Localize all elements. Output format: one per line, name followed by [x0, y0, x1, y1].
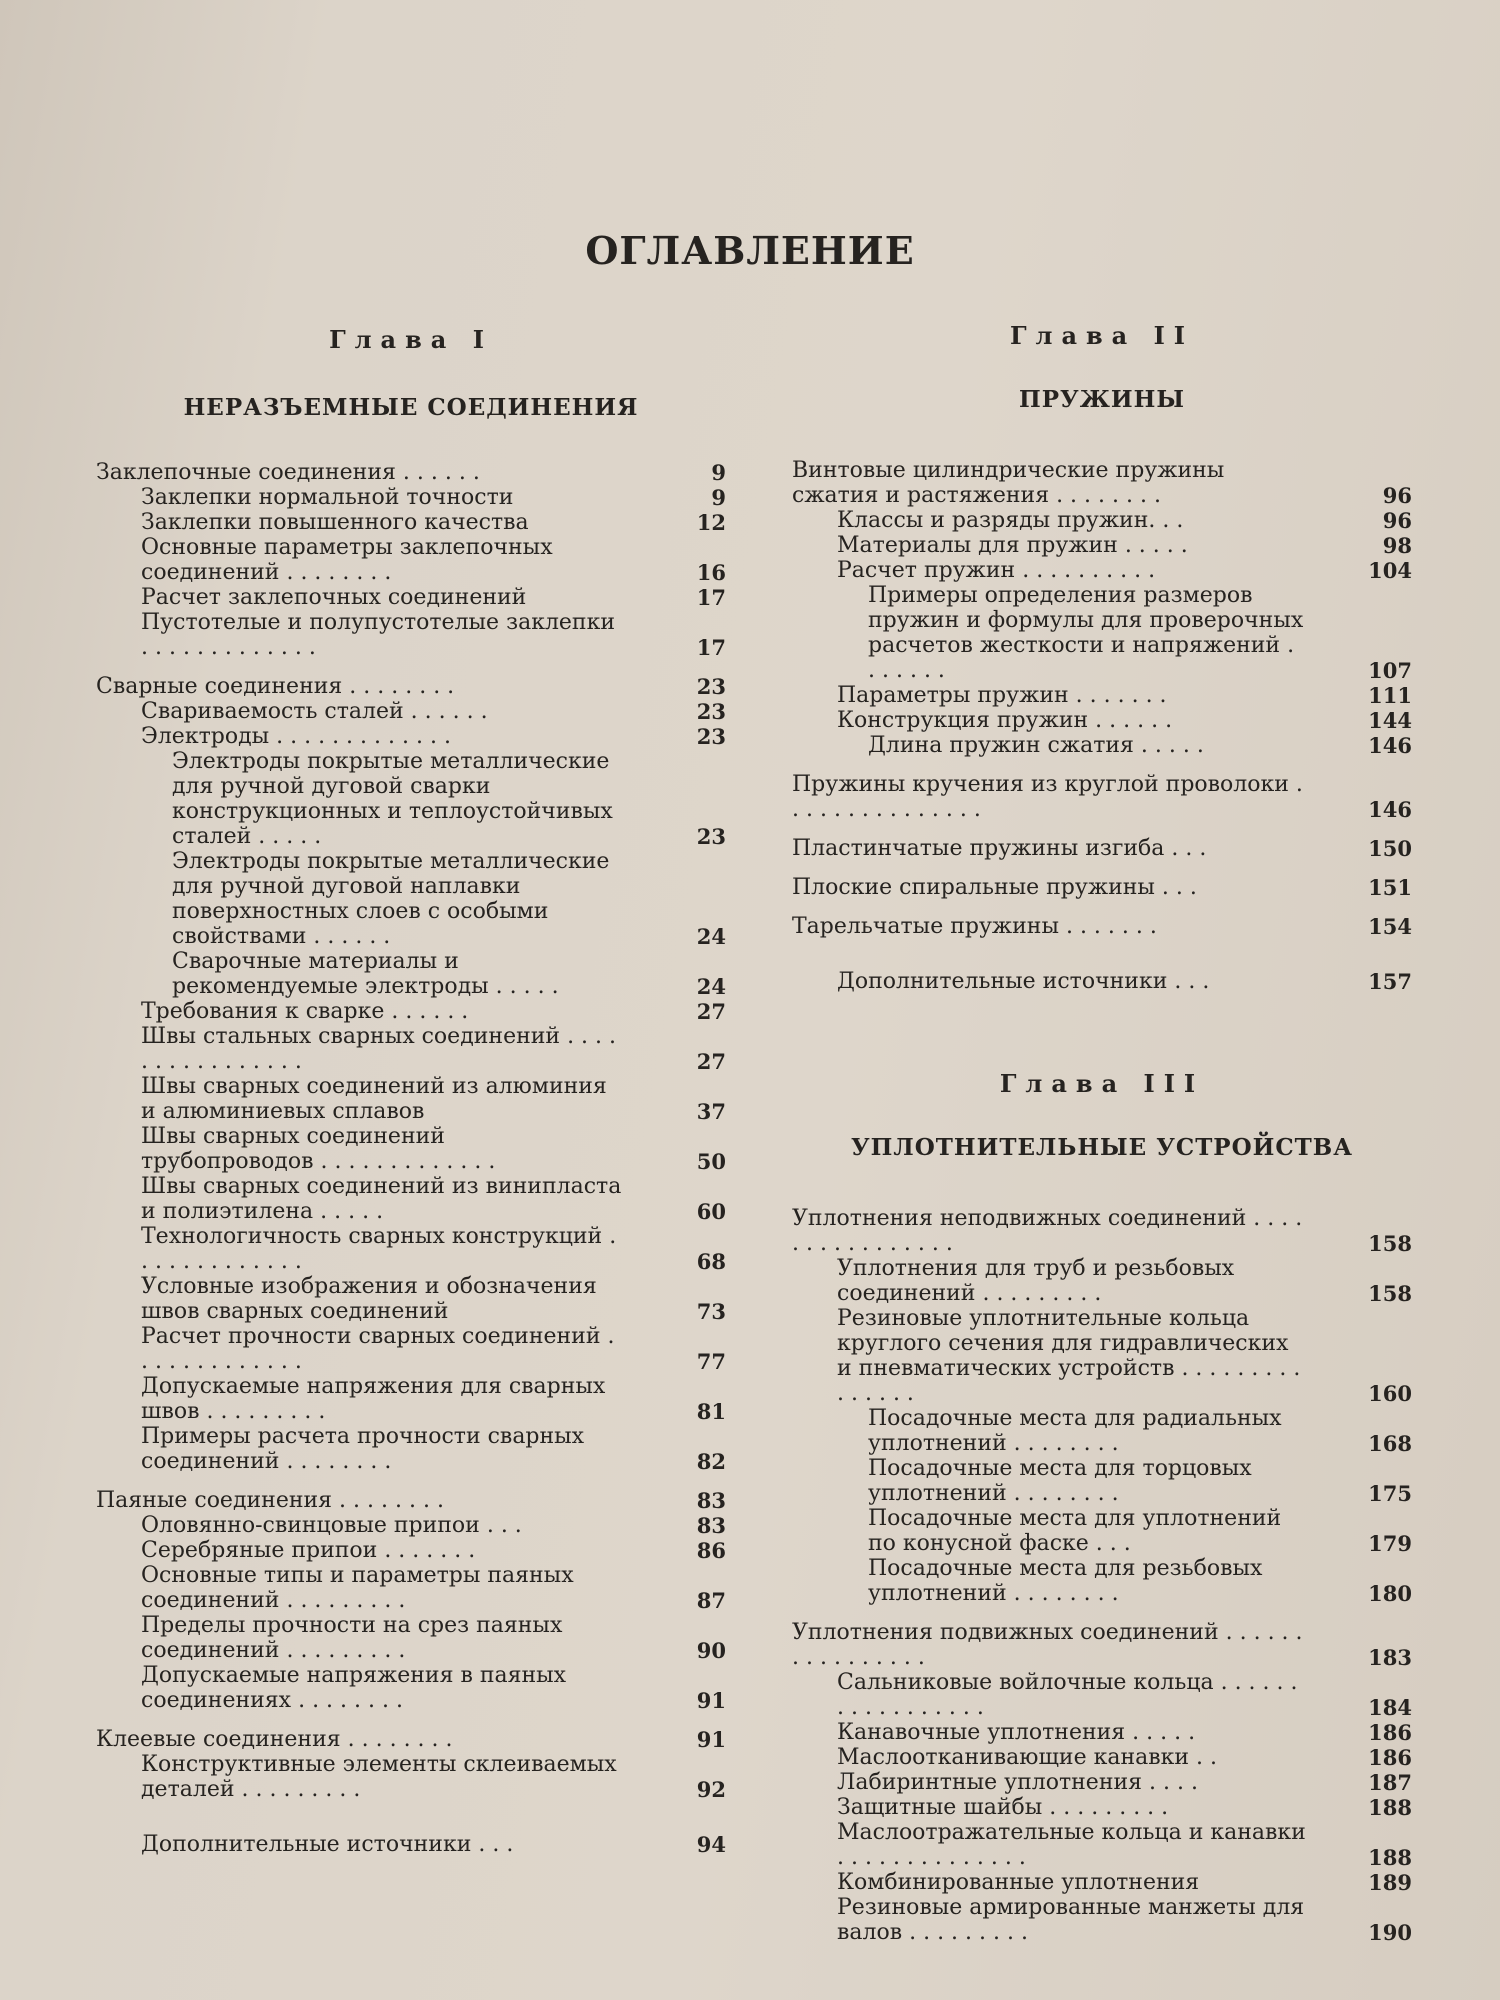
- toc-entry: [96, 949, 726, 999]
- toc-entry-title: Заклепочные соединения . . . . . .: [96, 460, 480, 485]
- toc-entry: [792, 772, 1412, 822]
- toc-entry-title: Электроды покрытые металлические для ручной дуговой наплавки поверхностных слоев с особыми свойствами . . . . . .: [172, 849, 610, 949]
- toc-entry: [96, 849, 726, 949]
- toc-entry-title: Оловянно-свинцовые припои . . .: [141, 1513, 522, 1538]
- toc-entry-title: Классы и разряды пружин. . .: [837, 508, 1184, 533]
- toc-entry: [792, 1406, 1412, 1456]
- toc-entry-title: Швы сварных соединений из винипласта и полиэтилена . . . . .: [141, 1174, 622, 1224]
- toc-entry: [792, 1870, 1412, 1895]
- toc-entry-title: Конструкция пружин . . . . . .: [837, 708, 1173, 733]
- chapter-2-label: Глава II: [1009, 321, 1195, 350]
- toc-entry-page: 186: [1368, 1720, 1412, 1745]
- toc-entry-title: Электроды покрытые металлические для ручной дуговой сварки конструкционных и теплоустойчивых сталей . . . . .: [172, 749, 613, 849]
- toc-entry: [96, 460, 726, 485]
- toc-entry-page: 77: [696, 1349, 726, 1374]
- toc-entry: [96, 1424, 726, 1474]
- toc-entry-page: 81: [696, 1399, 726, 1424]
- chapter-1-entries: [96, 460, 726, 1857]
- toc-entry-page: 187: [1368, 1770, 1412, 1795]
- toc-entry-title: Расчет прочности сварных соединений . . . . . . . . . . . . .: [141, 1324, 615, 1374]
- toc-entry-title: Пределы прочности на срез паяных соединений . . . . . . . . .: [141, 1613, 563, 1663]
- toc-entry-page: 83: [696, 1488, 726, 1513]
- toc-entry: [792, 1720, 1412, 1745]
- toc-entry-page: 27: [696, 999, 726, 1024]
- page-title: ОГЛАВЛЕНИЕ: [585, 228, 915, 273]
- toc-entry: [792, 969, 1412, 994]
- toc-entry-title: Примеры определения размеров пружин и формулы для проверочных расчетов жесткости и напряжений . . . . . . .: [868, 583, 1304, 683]
- toc-entry-title: Посадочные места для уплотнений по конусной фаске . . .: [868, 1506, 1282, 1556]
- chapter-1-label: Глава I: [329, 325, 493, 354]
- toc-entry-title: Материалы для пружин . . . . .: [837, 533, 1188, 558]
- toc-entry-title: Уплотнения неподвижных соединений . . . . . . . . . . . . . . . .: [792, 1206, 1303, 1256]
- toc-entry-page: 158: [1368, 1231, 1412, 1256]
- toc-entry: [792, 1770, 1412, 1795]
- toc-entry: [792, 836, 1412, 861]
- toc-entry-title: Сварные соединения . . . . . . . .: [96, 674, 455, 699]
- toc-entry: [96, 535, 726, 585]
- toc-entry: [96, 1324, 726, 1374]
- toc-entry-page: 17: [696, 585, 726, 610]
- toc-entry: [792, 683, 1412, 708]
- toc-entry-page: 190: [1368, 1920, 1412, 1945]
- toc-entry-page: 107: [1368, 658, 1412, 683]
- toc-entry-title: Расчет заклепочных соединений: [141, 585, 527, 610]
- toc-entry-title: Маслоотканивающие канавки . .: [837, 1745, 1217, 1770]
- toc-entry-title: Электроды . . . . . . . . . . . . .: [141, 724, 451, 749]
- toc-entry-page: 23: [696, 674, 726, 699]
- toc-entry-page: 37: [696, 1099, 726, 1124]
- toc-entry-page: 98: [1382, 533, 1412, 558]
- toc-entry-page: 179: [1368, 1531, 1412, 1556]
- toc-entry-title: Серебряные припои . . . . . . .: [141, 1538, 476, 1563]
- toc-entry: [96, 1832, 726, 1857]
- toc-entry-page: 175: [1368, 1481, 1412, 1506]
- toc-entry: [96, 1224, 726, 1274]
- toc-entry-title: Свариваемость сталей . . . . . .: [141, 699, 488, 724]
- toc-entry-title: Пластинчатые пружины изгиба . . .: [792, 836, 1207, 861]
- toc-entry: [96, 1074, 726, 1124]
- toc-entry: [792, 1745, 1412, 1770]
- toc-entry-title: Плоские спиральные пружины . . .: [792, 875, 1197, 900]
- toc-entry-title: Швы сварных соединений трубопроводов . . . . . . . . . . . . .: [141, 1124, 496, 1174]
- toc-entry: [792, 1820, 1412, 1870]
- toc-entry-page: 157: [1368, 969, 1412, 994]
- toc-entry-page: 24: [696, 924, 726, 949]
- toc-entry-title: Маслоотражательные кольца и канавки . . . . . . . . . . . . . .: [837, 1820, 1306, 1870]
- toc-entry-page: 189: [1368, 1870, 1412, 1895]
- toc-entry-page: 68: [696, 1249, 726, 1274]
- toc-entry-page: 183: [1368, 1645, 1412, 1670]
- toc-entry: [96, 674, 726, 699]
- toc-entry: [96, 1024, 726, 1074]
- toc-entry: [792, 1795, 1412, 1820]
- right-column: [792, 318, 1412, 1945]
- toc-entry-page: 188: [1368, 1795, 1412, 1820]
- toc-entry: [96, 1663, 726, 1713]
- toc-entry-title: Уплотнения подвижных соединений . . . . . . . . . . . . . . . .: [792, 1620, 1303, 1670]
- toc-entry-title: Конструктивные элементы склеиваемых деталей . . . . . . . . .: [141, 1752, 617, 1802]
- toc-entry-page: 23: [696, 724, 726, 749]
- toc-entry: [792, 914, 1412, 939]
- toc-entry-page: 188: [1368, 1845, 1412, 1870]
- toc-entry-page: 9: [711, 460, 726, 485]
- toc-entry-page: 12: [696, 510, 726, 535]
- toc-entry-title: Допускаемые напряжения для сварных швов . . . . . . . . .: [141, 1374, 606, 1424]
- toc-entry-page: 91: [696, 1727, 726, 1752]
- toc-entry-page: 158: [1368, 1281, 1412, 1306]
- toc-entry-page: 16: [696, 560, 726, 585]
- toc-entry-title: Резиновые уплотнительные кольца круглого сечения для гидравлических и пневматических устройств . . . . . . . . . . . . . . .: [837, 1306, 1301, 1406]
- toc-entry: [96, 1174, 726, 1224]
- toc-entry: [96, 724, 726, 749]
- toc-entry-title: Расчет пружин . . . . . . . . . .: [837, 558, 1156, 583]
- toc-entry-title: Посадочные места для резьбовых уплотнений . . . . . . . .: [868, 1556, 1263, 1606]
- toc-entry-title: Паяные соединения . . . . . . . .: [96, 1488, 444, 1513]
- toc-entry: [792, 708, 1412, 733]
- toc-entry: [96, 1538, 726, 1563]
- toc-entry-page: 168: [1368, 1431, 1412, 1456]
- toc-entry-page: 83: [696, 1513, 726, 1538]
- toc-entry-title: Пустотелые и полупустотелые заклепки . . . . . . . . . . . . .: [141, 610, 616, 660]
- toc-entry: [96, 1374, 726, 1424]
- toc-entry: [792, 733, 1412, 758]
- toc-entry: [792, 458, 1412, 508]
- toc-entry: [792, 1456, 1412, 1506]
- toc-entry-page: 90: [696, 1638, 726, 1663]
- toc-entry: [96, 485, 726, 510]
- toc-entry-title: Основные параметры заклепочных соединений . . . . . . . .: [141, 535, 553, 585]
- toc-entry-title: Заклепки нормальной точности: [141, 485, 514, 510]
- toc-entry-title: Дополнительные источники . . .: [141, 1832, 514, 1857]
- toc-entry-page: 9: [711, 485, 726, 510]
- toc-entry-title: Дополнительные источники . . .: [837, 969, 1210, 994]
- chapter-3-label: Глава III: [999, 1069, 1205, 1098]
- toc-entry-title: Уплотнения для труб и резьбовых соединений . . . . . . . . .: [837, 1256, 1235, 1306]
- toc-entry: [792, 1895, 1412, 1945]
- chapter-1-title: НЕРАЗЪЕМНЫЕ СОЕДИНЕНИЯ: [183, 394, 639, 421]
- toc-entry-page: 94: [696, 1832, 726, 1857]
- toc-entry-page: 186: [1368, 1745, 1412, 1770]
- toc-entry-page: 17: [696, 635, 726, 660]
- toc-entry: [792, 1256, 1412, 1306]
- toc-entry-page: 180: [1368, 1581, 1412, 1606]
- toc-entry: [792, 1556, 1412, 1606]
- toc-entry: [792, 558, 1412, 583]
- toc-entry-page: 111: [1368, 683, 1412, 708]
- toc-entry-page: 146: [1368, 733, 1412, 758]
- toc-entry-page: 92: [696, 1777, 726, 1802]
- toc-entry: [792, 875, 1412, 900]
- toc-entry-title: Канавочные уплотнения . . . . .: [837, 1720, 1196, 1745]
- toc-entry: [96, 1613, 726, 1663]
- toc-entry-title: Винтовые цилиндрические пружины сжатия и растяжения . . . . . . . .: [792, 458, 1225, 508]
- toc-entry-title: Основные типы и параметры паяных соединений . . . . . . . . .: [141, 1563, 574, 1613]
- toc-entry-title: Сальниковые войлочные кольца . . . . . . . . . . . . . . . . .: [837, 1670, 1298, 1720]
- toc-entry: [96, 749, 726, 849]
- toc-entry-title: Допускаемые напряжения в паяных соединениях . . . . . . . .: [141, 1663, 567, 1713]
- toc-entry-title: Швы стальных сварных соединений . . . . . . . . . . . . . . . .: [141, 1024, 617, 1074]
- toc-entry-title: Технологичность сварных конструкций . . . . . . . . . . . . .: [141, 1224, 617, 1274]
- toc-entry-page: 60: [696, 1199, 726, 1224]
- toc-entry-title: Параметры пружин . . . . . . .: [837, 683, 1167, 708]
- toc-entry: [792, 533, 1412, 558]
- toc-entry: [792, 1506, 1412, 1556]
- toc-entry-page: 160: [1368, 1381, 1412, 1406]
- toc-entry-title: Примеры расчета прочности сварных соединений . . . . . . . .: [141, 1424, 585, 1474]
- toc-entry: [96, 699, 726, 724]
- toc-entry-page: 150: [1368, 836, 1412, 861]
- toc-entry-title: Требования к сварке . . . . . .: [141, 999, 469, 1024]
- toc-entry: [792, 1620, 1412, 1670]
- chapter-3-title: УПЛОТНИТЕЛЬНЫЕ УСТРОЙСТВА: [851, 1134, 1353, 1161]
- toc-entry-title: Посадочные места для радиальных уплотнений . . . . . . . .: [868, 1406, 1282, 1456]
- toc-entry: [96, 1488, 726, 1513]
- toc-entry-page: 104: [1368, 558, 1412, 583]
- toc-entry-title: Лабиринтные уплотнения . . . .: [837, 1770, 1198, 1795]
- toc-entry: [96, 610, 726, 660]
- toc-entry-title: Резиновые армированные манжеты для валов . . . . . . . . .: [837, 1895, 1305, 1945]
- toc-entry: [96, 1513, 726, 1538]
- toc-entry: [96, 1727, 726, 1752]
- toc-entry-page: 91: [696, 1688, 726, 1713]
- toc-entry-page: 151: [1368, 875, 1412, 900]
- toc-entry: [792, 1306, 1412, 1406]
- toc-entry-page: 24: [696, 974, 726, 999]
- toc-entry-page: 73: [696, 1299, 726, 1324]
- toc-entry: [96, 1274, 726, 1324]
- toc-entry-page: 23: [696, 824, 726, 849]
- toc-entry: [792, 583, 1412, 683]
- toc-entry-page: 154: [1368, 914, 1412, 939]
- toc-entry: [96, 1563, 726, 1613]
- toc-entry-title: Сварочные материалы и рекомендуемые электроды . . . . .: [172, 949, 559, 999]
- toc-entry-page: 23: [696, 699, 726, 724]
- toc-entry-title: Длина пружин сжатия . . . . .: [868, 733, 1204, 758]
- left-column: [96, 322, 726, 1857]
- toc-entry-title: Пружины кручения из круглой проволоки . . . . . . . . . . . . . . .: [792, 772, 1303, 822]
- toc-entry: [96, 510, 726, 535]
- toc-entry-title: Тарельчатые пружины . . . . . . .: [792, 914, 1157, 939]
- toc-entry-page: 86: [696, 1538, 726, 1563]
- chapter-2-entries: [792, 458, 1412, 994]
- toc-entry-title: Посадочные места для торцовых уплотнений . . . . . . . .: [868, 1456, 1252, 1506]
- toc-entry-title: Заклепки повышенного качества: [141, 510, 529, 535]
- chapter-3-entries: [792, 1206, 1412, 1945]
- toc-entry-page: 96: [1382, 483, 1412, 508]
- toc-entry-page: 184: [1368, 1695, 1412, 1720]
- toc-entry: [792, 1206, 1412, 1256]
- toc-entry-title: Условные изображения и обозначения швов сварных соединений: [141, 1274, 597, 1324]
- toc-entry: [96, 999, 726, 1024]
- toc-entry-page: 144: [1368, 708, 1412, 733]
- toc-entry: [792, 1670, 1412, 1720]
- toc-entry: [96, 1752, 726, 1802]
- toc-entry-page: 82: [696, 1449, 726, 1474]
- toc-entry-title: Швы сварных соединений из алюминия и алюминиевых сплавов: [141, 1074, 607, 1124]
- toc-entry-page: 50: [696, 1149, 726, 1174]
- toc-entry-page: 96: [1382, 508, 1412, 533]
- chapter-2-title: ПРУЖИНЫ: [1019, 386, 1185, 413]
- toc-entry-page: 27: [696, 1049, 726, 1074]
- toc-entry-title: Комбинированные уплотнения: [837, 1870, 1200, 1895]
- toc-entry: [96, 1124, 726, 1174]
- toc-entry: [96, 585, 726, 610]
- toc-entry-page: 87: [696, 1588, 726, 1613]
- toc-entry: [792, 508, 1412, 533]
- toc-entry-title: Клеевые соединения . . . . . . . .: [96, 1727, 453, 1752]
- toc-entry-page: 146: [1368, 797, 1412, 822]
- toc-entry-title: Защитные шайбы . . . . . . . . .: [837, 1795, 1169, 1820]
